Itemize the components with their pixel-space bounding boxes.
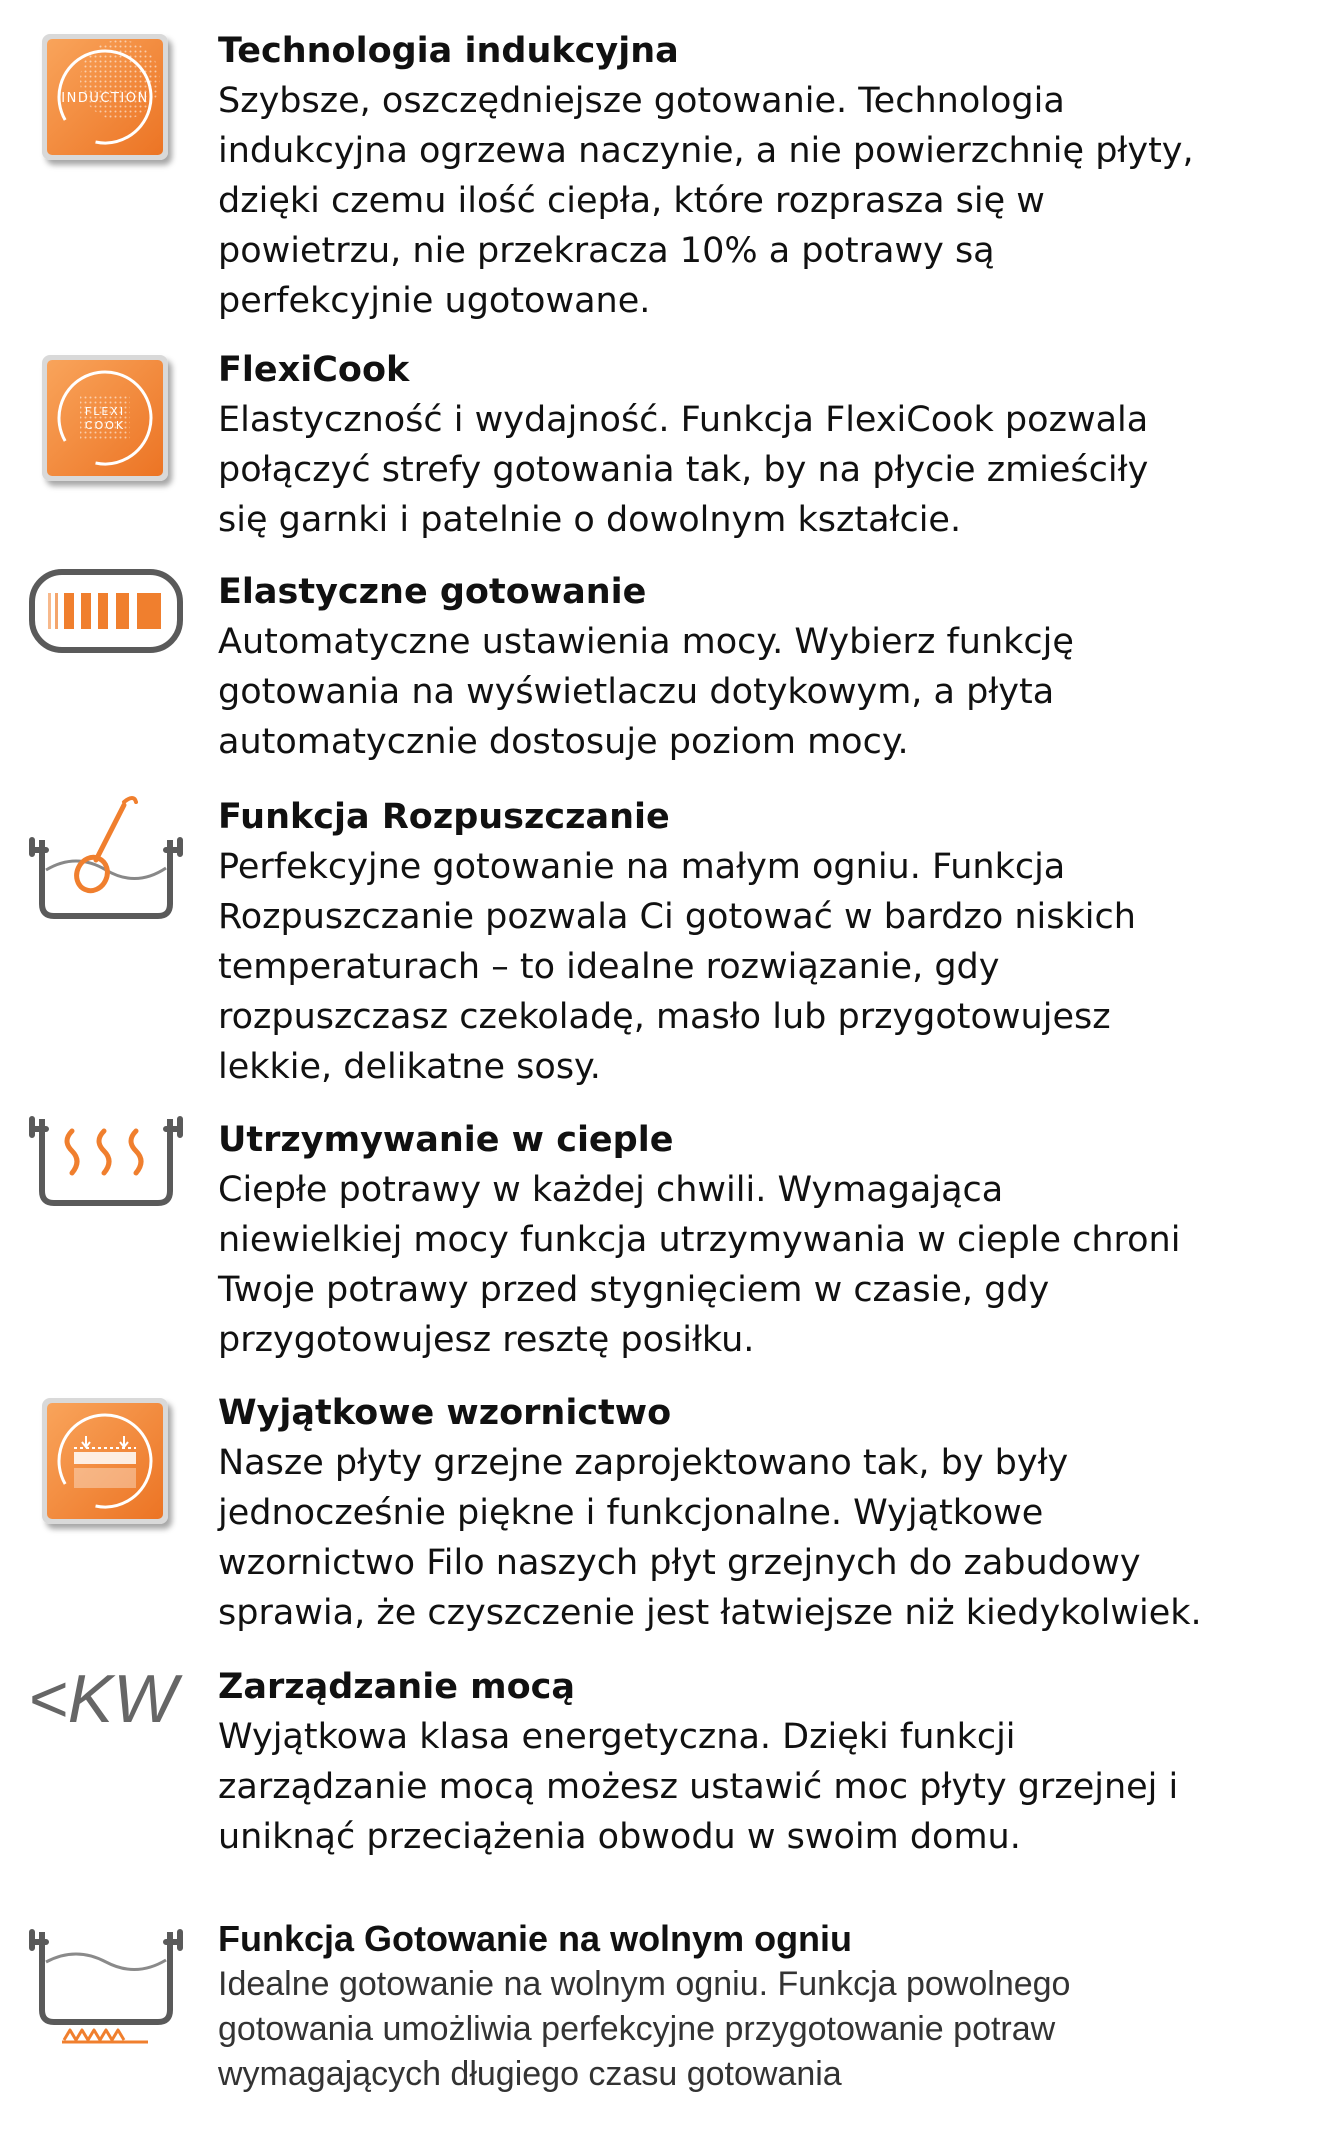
feature-description-line: gotowania umożliwia perfekcyjne przygotowanie potraw xyxy=(218,2010,1056,2048)
flexicook-icon xyxy=(28,345,178,495)
feature-description-line: wzornictwo Filo naszych płyt grzejnych do zabudowy xyxy=(218,1543,1141,1583)
feature-description-line: sprawia, że czyszczenie jest łatwiejsze niż kiedykolwiek. xyxy=(218,1593,1202,1633)
feature-description-line: temperaturach – to idealne rozwiązanie, gdy xyxy=(218,947,1000,987)
power-management-icon-label: <KW xyxy=(28,1662,178,1737)
pot-steam-icon xyxy=(28,1115,188,1215)
feature-text xyxy=(218,1388,1318,1638)
feature-description-line: wymagających długiego czasu gotowania xyxy=(218,2055,842,2093)
feature-text xyxy=(218,1916,1318,2097)
feature-description-line: gotowania na wyświetlaczu dotykowym, a płyta xyxy=(218,672,1055,712)
feature-title: Funkcja Gotowanie na wolnym ogniu xyxy=(218,1918,853,1959)
induction-icon xyxy=(28,24,178,174)
feature-description-line: zarządzanie mocą możesz ustawić moc płyty grzejnej i xyxy=(218,1767,1179,1807)
flexicook-icon-label: COOK xyxy=(84,419,126,432)
feature-description-line: powietrzu, nie przekracza 10% a potrawy są xyxy=(218,231,995,271)
feature-description-line: lekkie, delikatne sosy. xyxy=(218,1047,601,1087)
power-management-icon xyxy=(26,1662,196,1742)
power-slider-icon xyxy=(28,568,188,658)
feature-description-line: Rozpuszczanie pozwala Ci gotować w bardzo niskich xyxy=(218,897,1136,937)
feature-text xyxy=(218,1662,1318,1862)
feature-description-line: Ciepłe potrawy w każdej chwili. Wymagająca xyxy=(218,1170,1004,1210)
feature-title: Utrzymywanie w cieple xyxy=(218,1120,674,1160)
design-icon xyxy=(28,1388,178,1538)
feature-text xyxy=(218,26,1318,326)
pot-spoon-icon xyxy=(28,790,188,930)
feature-title: Funkcja Rozpuszczanie xyxy=(218,797,670,837)
feature-title: Wyjątkowe wzornictwo xyxy=(218,1393,672,1433)
feature-description-line: Twoje potrawy przed stygnięciem w czasie, gdy xyxy=(218,1270,1050,1310)
feature-description-line: perfekcyjnie ugotowane. xyxy=(218,281,651,321)
feature-text xyxy=(218,792,1318,1092)
feature-title: FlexiCook xyxy=(218,350,410,390)
feature-description-line: uniknąć przeciążenia obwodu w swoim domu. xyxy=(218,1817,1021,1857)
feature-description-line: Perfekcyjne gotowanie na małym ogniu. Funkcja xyxy=(218,847,1066,887)
feature-text xyxy=(218,567,1318,767)
feature-title: Technologia indukcyjna xyxy=(218,31,679,71)
flexicook-icon-label: FLEXI xyxy=(84,405,126,418)
induction-icon-label: INDUCTION xyxy=(61,91,149,106)
feature-title: Zarządzanie mocą xyxy=(218,1667,576,1707)
feature-description-line: się garnki i patelnie o dowolnym kształcie. xyxy=(218,500,962,540)
feature-description-line: Automatyczne ustawienia mocy. Wybierz funkcję xyxy=(218,622,1074,662)
feature-description-line: dzięki czemu ilość ciepła, które rozprasza się w xyxy=(218,181,1045,221)
feature-text xyxy=(218,345,1318,545)
feature-description-line: Elastyczność i wydajność. Funkcja FlexiCook pozwala xyxy=(218,400,1149,440)
feature-description-line: indukcyjna ogrzewa naczynie, a nie powierzchnię płyty, xyxy=(218,131,1194,171)
feature-title: Elastyczne gotowanie xyxy=(218,572,647,612)
feature-text xyxy=(218,1115,1318,1365)
feature-description-line: Szybsze, oszczędniejsze gotowanie. Technologia xyxy=(218,81,1065,121)
feature-description-line: Nasze płyty grzejne zaprojektowano tak, by były xyxy=(218,1443,1069,1483)
feature-description-line: Idealne gotowanie na wolnym ogniu. Funkcja powolnego xyxy=(218,1965,1071,2003)
simmer-icon xyxy=(28,1914,188,2064)
feature-description-line: jednocześnie piękne i funkcjonalne. Wyjątkowe xyxy=(218,1493,1044,1533)
feature-description-line: Wyjątkowa klasa energetyczna. Dzięki funkcji xyxy=(218,1717,1016,1757)
feature-description-line: automatycznie dostosuje poziom mocy. xyxy=(218,722,909,762)
feature-description-line: rozpuszczasz czekoladę, masło lub przygotowujesz xyxy=(218,997,1111,1037)
feature-description-line: przygotowujesz resztę posiłku. xyxy=(218,1320,755,1360)
feature-description-line: niewielkiej mocy funkcja utrzymywania w cieple chroni xyxy=(218,1220,1181,1260)
feature-description-line: połączyć strefy gotowania tak, by na płycie zmieściły xyxy=(218,450,1149,490)
